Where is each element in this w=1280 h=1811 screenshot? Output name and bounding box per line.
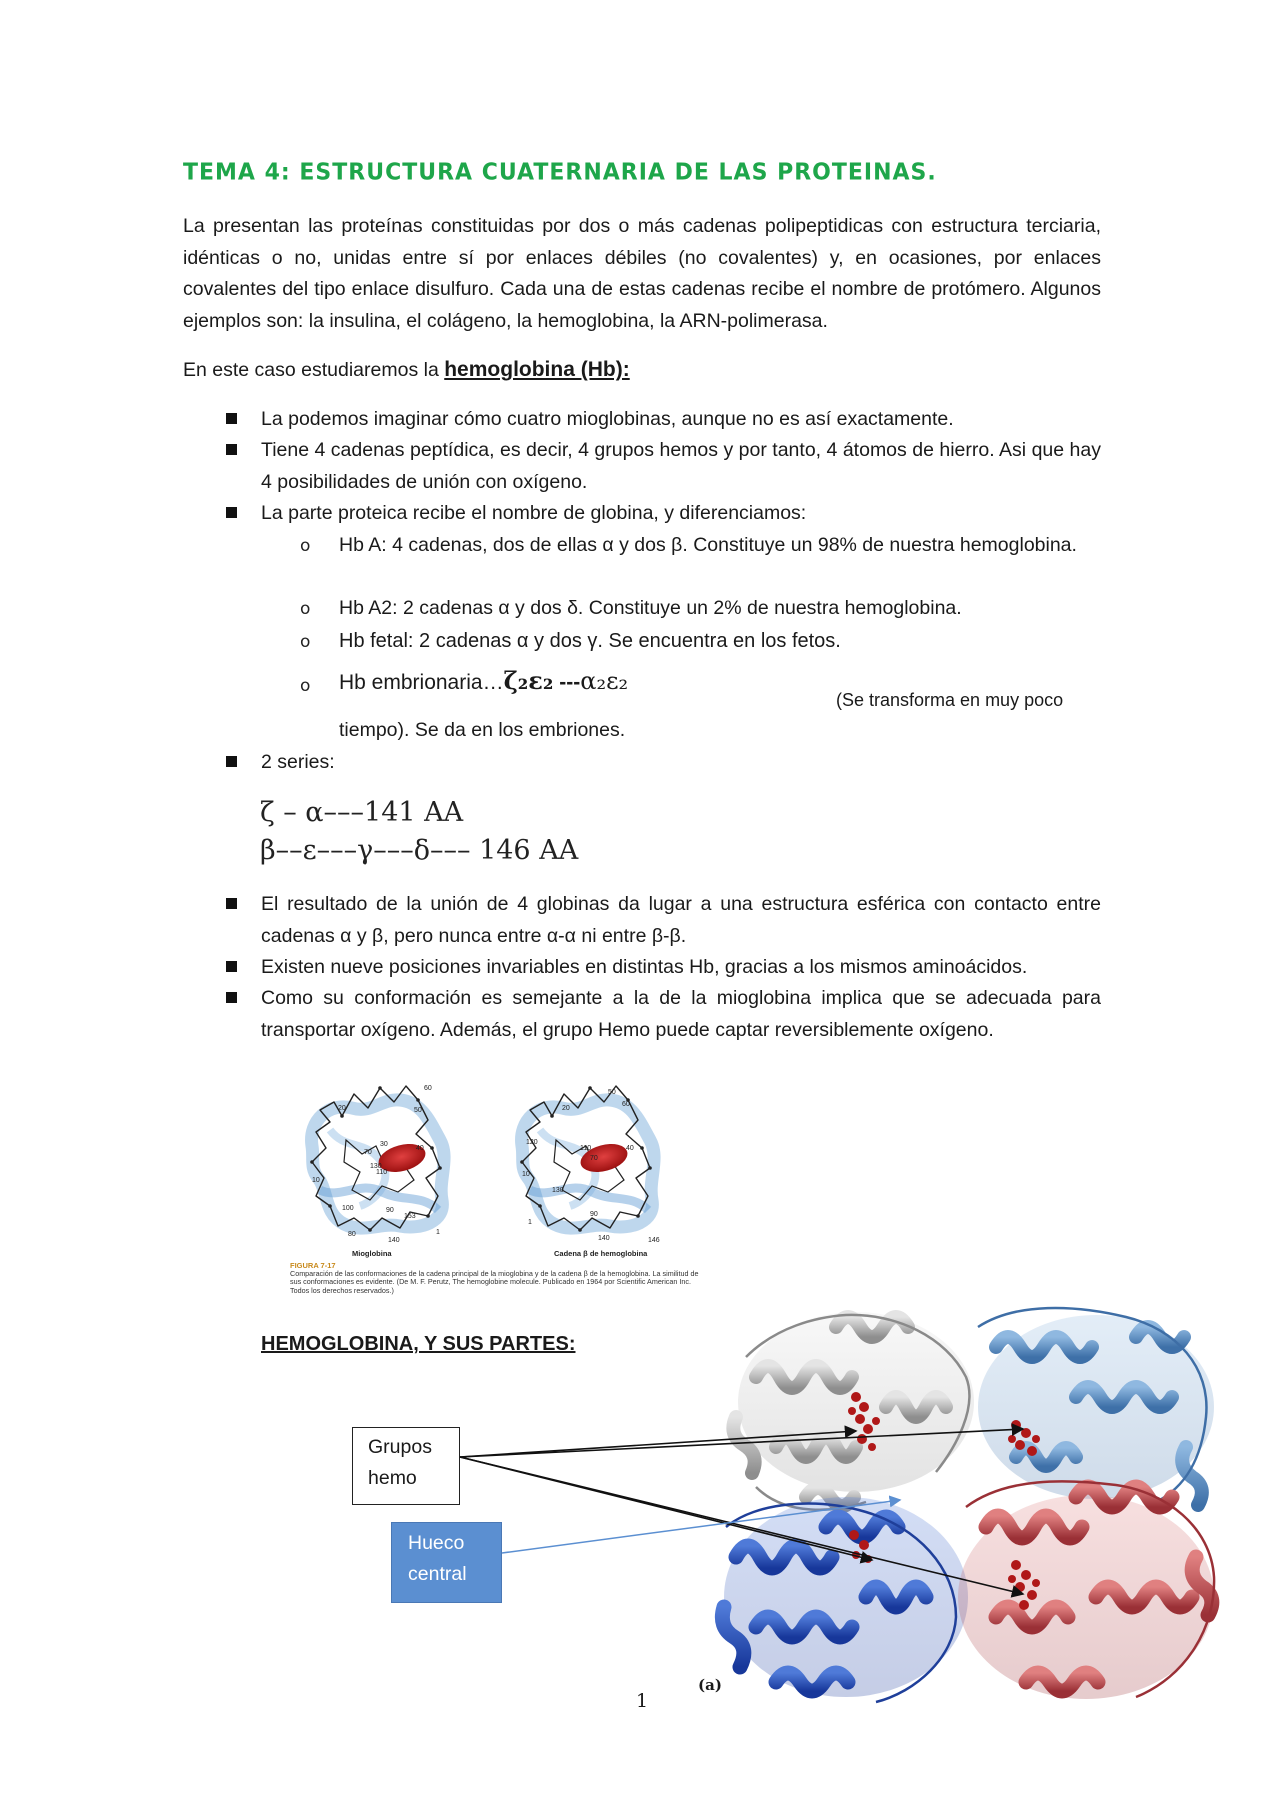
fig-number: 90 [386, 1207, 394, 1214]
embryonic-label: Hb embrionaria… [339, 671, 504, 694]
blue-beta-subunit [978, 1308, 1214, 1505]
square-bullet-icon [226, 961, 237, 972]
bullet-text: 2 series: [261, 751, 335, 773]
grupos-hemo-label-box [352, 1427, 460, 1505]
fig-number: 100 [342, 1205, 354, 1212]
fig-number: 153 [404, 1213, 416, 1220]
fig-number: 110 [376, 1169, 388, 1176]
hb-intro-line [183, 358, 630, 382]
fig-number: 140 [598, 1235, 610, 1242]
sub-item-hb-a2: Hb A2: 2 cadenas α y dos δ. Constituye un 2% de nuestra hemoglobina. [339, 597, 962, 619]
fig-number: 80 [348, 1231, 356, 1238]
fig-number: 120 [526, 1139, 538, 1146]
sub-item-hb-embrionaria [339, 665, 759, 699]
blue-alpha-subunit [722, 1497, 968, 1702]
hb-intro-highlight: hemoglobina (Hb): [444, 358, 630, 381]
page-number: 1 [636, 1690, 649, 1712]
sub-item-hb-fetal: Hb fetal: 2 cadenas α y dos γ. Se encuentra en los fetos. [339, 630, 841, 652]
square-bullet-icon [226, 898, 237, 909]
fig-number: 30 [380, 1141, 388, 1148]
square-bullet-icon [226, 413, 237, 424]
embryonic-note: (Se transforma en muy poco [836, 690, 1064, 710]
fig-number: 70 [364, 1149, 372, 1156]
square-bullet-icon [226, 992, 237, 1003]
bullet-text: Tiene 4 cadenas peptídica, es decir, 4 grupos hemos y por tanto, 4 átomos de hierro. Asi que hay 4 posibilidades de unión con oxígeno. [261, 439, 1101, 493]
fig-number: 90 [590, 1211, 598, 1218]
fig-number: 60 [622, 1101, 630, 1108]
embryonic-formula-a: ζ₂ε₂ [503, 666, 554, 695]
fig-number: 20 [338, 1105, 346, 1112]
bullet-text: El resultado de la unión de 4 globinas da lugar a una estructura esférica con contacto entre cadenas α y β, pero nunca entre α-α ni entre β-β. [261, 893, 1101, 947]
figure-caption: Comparación de las conformaciones de la cadena principal de la mioglobina y de la cadena β de la hemoglobina. La similitud de sus conformaciones es evidente. (De M. F. Perutz, The hemoglobine molecule. Publicado en 1964 por Scientific American Inc. Todos los derechos reservados.) [290, 1269, 699, 1295]
fig-number: 10 [522, 1171, 530, 1178]
square-bullet-icon [226, 444, 237, 455]
myoglobin-label: Mioglobina [352, 1249, 392, 1258]
fig-number: 1 [436, 1229, 440, 1236]
figure-number-label: FIGURA 7-17 [290, 1261, 336, 1270]
myoglobin-hemoglobin-figure [290, 1050, 730, 1295]
sub-bullet-marker: o [300, 536, 311, 556]
fig-number: 60 [424, 1085, 432, 1092]
series-line-1: ζ – α–––141 AA [260, 797, 464, 828]
embryonic-continuation: tiempo). Se da en los embriones. [339, 719, 626, 741]
fig-number: 130 [552, 1187, 564, 1194]
hueco-central-label-box [391, 1522, 502, 1603]
fig-number: 70 [590, 1155, 598, 1162]
bullet-text: Como su conformación es semejante a la de la mioglobina implica que se adecuada para transportar oxígeno. Además, el grupo Hemo puede captar reversiblemente oxígeno. [261, 987, 1101, 1041]
fig-number: 50 [608, 1089, 616, 1096]
fig-number: 40 [626, 1145, 634, 1152]
fig-number: 50 [414, 1107, 422, 1114]
fig-number: 130 [370, 1163, 382, 1170]
square-bullet-icon [226, 507, 237, 518]
box-line: Hueco [408, 1532, 465, 1554]
fig-number: 1 [528, 1219, 532, 1226]
fig-number: 146 [648, 1237, 660, 1244]
fig-number: 140 [388, 1237, 400, 1244]
intro-paragraph: La presentan las proteínas constituidas por dos o más cadenas polipeptidicas con estructura terciaria, idénticas o no, unidas entre sí por enlaces débiles (no covalentes) y, en ocasiones, por enlaces covalentes del tipo enlace disulfuro. Cada una de estas cadenas recibe el nombre de protómero. Algunos ejemplos son: la insulina, el colágeno, la hemoglobina, la ARN-polimerasa. [183, 215, 1101, 332]
sub-bullet-marker: o [300, 599, 311, 619]
hemoglobin-beta-label: Cadena β de hemoglobina [554, 1249, 648, 1258]
red-beta-subunit [958, 1481, 1214, 1699]
section-title: HEMOGLOBINA, Y SUS PARTES: [261, 1333, 576, 1355]
figure-label: (a) [698, 1676, 722, 1694]
box-line: central [408, 1563, 467, 1585]
sub-bullet-marker: o [300, 632, 311, 652]
box-line: Grupos [368, 1436, 432, 1458]
fig-number: 40 [416, 1145, 424, 1152]
myoglobin-structure [310, 1085, 444, 1258]
series-line-2: β––ε–––γ–––δ––– 146 AA [260, 835, 579, 866]
bullet-text: La parte proteica recibe el nombre de globina, y diferenciamos: [261, 502, 807, 524]
bullet-text: La podemos imaginar cómo cuatro mioglobinas, aunque no es así exactamente. [261, 408, 954, 430]
hemoglobin-3d-structure [716, 1297, 1220, 1710]
bullet-text: Existen nueve posiciones invariables en distintas Hb, gracias a los mismos aminoácidos. [261, 956, 1028, 978]
hemoglobin-beta-structure [520, 1086, 660, 1258]
square-bullet-icon [226, 756, 237, 767]
sub-bullet-marker: o [300, 676, 311, 696]
fig-number: 110 [580, 1145, 592, 1152]
embryonic-formula-b: α₂ε₂ [580, 667, 629, 695]
hb-intro-prefix: En este caso estudiaremos la [183, 359, 445, 381]
box-line: hemo [368, 1467, 417, 1489]
fig-number: 20 [562, 1105, 570, 1112]
page-title: TEMA 4: ESTRUCTURA CUATERNARIA DE LAS PROTEINAS. [183, 159, 937, 186]
embryonic-dashes: --- [553, 671, 581, 694]
sub-item-hb-a: Hb A: 4 cadenas, dos de ellas α y dos β. Constituye un 98% de nuestra hemoglobina. [339, 534, 1077, 556]
fig-number: 10 [312, 1177, 320, 1184]
